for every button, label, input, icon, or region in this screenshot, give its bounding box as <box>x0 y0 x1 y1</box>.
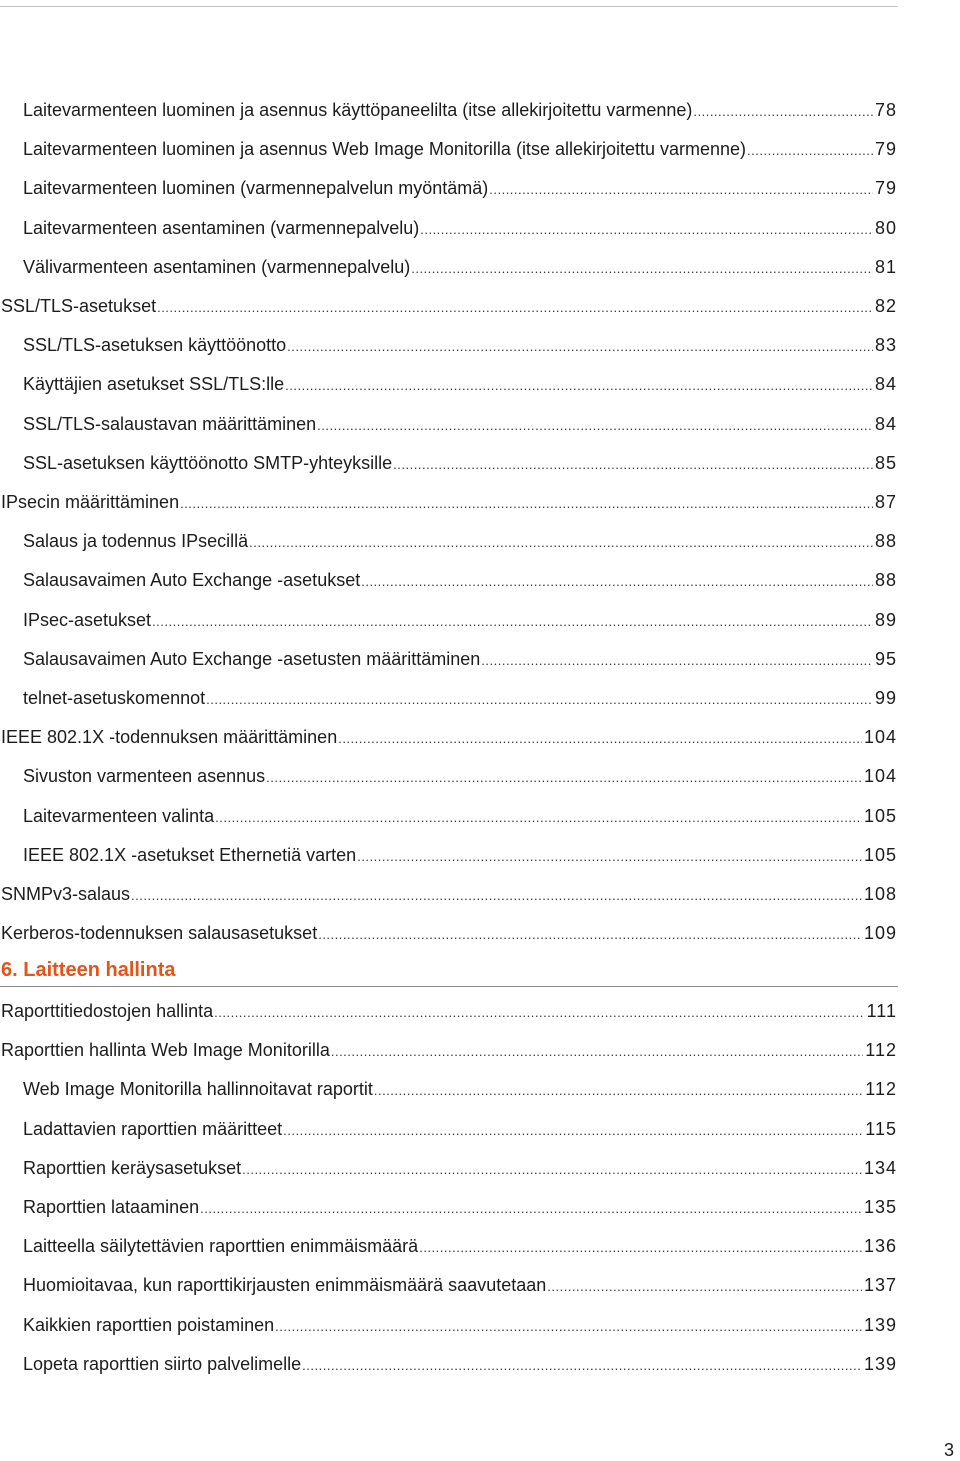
toc-entry-page: 78 <box>874 100 897 120</box>
toc-dot-leader <box>287 334 873 360</box>
toc-entry[interactable] <box>0 567 897 593</box>
toc-entry[interactable] <box>0 998 897 1024</box>
toc-entry[interactable] <box>0 1194 897 1220</box>
toc-dot-leader <box>266 765 862 791</box>
toc-entry[interactable] <box>0 97 897 123</box>
toc-dot-leader <box>338 726 862 752</box>
toc-entry-title: Laitevarmenteen luominen (varmennepalvelun myöntämä) <box>23 178 489 199</box>
toc-entry-title: Raporttien keräysasetukset <box>23 1157 242 1178</box>
toc-dot-leader <box>242 1157 862 1183</box>
chapter-heading[interactable]: 6. Laitteen hallinta <box>1 959 176 981</box>
toc-entry-title: SSL-asetuksen käyttöönotto SMTP-yhteyksille <box>23 452 393 473</box>
toc-entry-title: IEEE 802.1X -asetukset Ethernetiä varten <box>23 844 357 865</box>
toc-entry[interactable] <box>0 1155 897 1181</box>
toc-entry-page: 81 <box>874 256 897 277</box>
top-divider <box>0 6 898 7</box>
toc-entry-title: SSL/TLS-salaustavan määrittäminen <box>23 413 317 434</box>
toc-entry-page: 112 <box>865 1079 897 1100</box>
toc-entry-title: Salausavaimen Auto Exchange -asetukset <box>23 570 361 591</box>
toc-dot-leader <box>200 1196 862 1222</box>
toc-entry-title: Laitevarmenteen luominen ja asennus Web Image Monitorilla (itse allekirjoitettu varmenne) <box>23 139 747 160</box>
toc-entry-title: Sivuston varmenteen asennus <box>23 766 266 787</box>
toc-entry[interactable] <box>0 1351 897 1377</box>
toc-entry-page: 136 <box>863 1236 897 1257</box>
toc-dot-leader <box>131 883 862 909</box>
toc-dot-leader <box>481 648 873 674</box>
page-number: 3 <box>943 1440 954 1460</box>
toc-entry-page: 135 <box>863 1197 897 1217</box>
toc-entry[interactable] <box>0 136 897 162</box>
toc-dot-leader <box>180 491 873 517</box>
toc-entry-page: 105 <box>863 805 897 826</box>
toc-dot-leader <box>419 1235 862 1261</box>
toc-entry-page: 139 <box>863 1314 897 1335</box>
toc-entry[interactable] <box>0 1116 897 1142</box>
toc-entry-page: 104 <box>863 727 897 748</box>
toc-entry[interactable] <box>0 646 897 672</box>
toc-entry-page: 108 <box>863 884 897 904</box>
toc-entry-title: Ladattavien raporttien määritteet <box>23 1118 283 1139</box>
toc-entry-page: 80 <box>874 217 897 238</box>
toc-entry-page: 99 <box>874 688 897 708</box>
toc-entry-page: 112 <box>865 1040 897 1061</box>
toc-entry-title: Raporttien lataaminen <box>23 1197 200 1217</box>
toc-dot-leader <box>361 569 873 595</box>
toc-entry-title: Lopeta raporttien siirto palvelimelle <box>23 1353 302 1374</box>
chapter-divider <box>0 986 898 987</box>
toc-entry-title: Laitevarmenteen asentaminen (varmennepalvelu) <box>23 217 420 238</box>
toc-dot-leader <box>152 609 873 635</box>
toc-entry-page: 95 <box>874 648 897 669</box>
toc-entry-page: 85 <box>874 452 897 473</box>
toc-entry[interactable] <box>0 1076 897 1102</box>
toc-entry-page: 88 <box>874 531 897 552</box>
toc-dot-leader <box>214 1000 864 1026</box>
toc-entry-page: 82 <box>874 296 897 316</box>
toc-entry[interactable] <box>0 920 897 946</box>
toc-entry-title: Raporttien hallinta Web Image Monitorilla <box>1 1040 330 1061</box>
toc-entry[interactable] <box>0 881 897 907</box>
toc-dot-leader <box>157 295 873 321</box>
toc-dot-leader <box>215 805 862 831</box>
toc-entry-title: Kerberos-todennuksen salausasetukset <box>1 923 318 944</box>
toc-dot-leader <box>693 99 873 125</box>
toc-entry[interactable] <box>0 724 897 750</box>
toc-entry-title: Välivarmenteen asentaminen (varmennepalvelu) <box>23 256 411 277</box>
toc-entry[interactable] <box>0 332 897 358</box>
toc-entry-title: SSL/TLS-asetuksen käyttöönotto <box>23 335 287 356</box>
toc-dot-leader <box>206 687 873 713</box>
toc-entry-page: 104 <box>863 766 897 787</box>
toc-entry-title: Raporttitiedostojen hallinta <box>1 1001 214 1021</box>
toc-entry-title: Laitevarmenteen luominen ja asennus käyttöpaneelilta (itse allekirjoitettu varmenne) <box>23 100 693 120</box>
toc-entry[interactable] <box>0 1312 897 1338</box>
toc-entry-title: Web Image Monitorilla hallinnoitavat raportit <box>23 1079 373 1100</box>
toc-dot-leader <box>317 413 873 439</box>
toc-entry-page: 89 <box>874 609 897 630</box>
toc-entry-title: Käyttäjien asetukset SSL/TLS:lle <box>23 374 285 395</box>
toc-entry-title: telnet-asetuskomennot <box>23 688 206 708</box>
toc-dot-leader <box>393 452 873 478</box>
toc-dot-leader <box>249 530 873 556</box>
toc-entry[interactable] <box>0 1037 897 1063</box>
toc-entry-page: 79 <box>874 139 897 160</box>
toc-dot-leader <box>285 373 873 399</box>
toc-entry[interactable] <box>0 803 897 829</box>
toc-entry-title: Salaus ja todennus IPsecillä <box>23 531 249 552</box>
toc-entry[interactable] <box>0 842 897 868</box>
toc-entry[interactable] <box>0 763 897 789</box>
toc-entry[interactable] <box>0 685 897 711</box>
toc-dot-leader <box>302 1353 862 1379</box>
toc-entry-page: 84 <box>874 374 897 395</box>
toc-entry[interactable] <box>0 371 897 397</box>
toc-entry[interactable] <box>0 175 897 201</box>
toc-dot-leader <box>275 1314 862 1340</box>
toc-entry[interactable] <box>0 450 897 476</box>
toc-entry-page: 88 <box>874 570 897 591</box>
toc-entry[interactable] <box>0 254 897 280</box>
toc-entry-title: Laitevarmenteen valinta <box>23 805 215 826</box>
toc-entry[interactable] <box>0 215 897 241</box>
toc-entry[interactable] <box>0 1233 897 1259</box>
toc-entry-page: 109 <box>863 923 897 944</box>
toc-entry-page: 139 <box>863 1353 897 1374</box>
toc-entry-title: Huomioitavaa, kun raporttikirjausten enimmäismäärä saavutetaan <box>23 1275 547 1296</box>
toc-entry-title: Laitteella säilytettävien raporttien enimmäismäärä <box>23 1236 419 1257</box>
toc-entry-title: IEEE 802.1X -todennuksen määrittäminen <box>1 727 338 748</box>
toc-dot-leader <box>357 844 862 870</box>
toc-entry-title: Kaikkien raporttien poistaminen <box>23 1314 275 1335</box>
toc-entry-title: Salausavaimen Auto Exchange -asetusten määrittäminen <box>23 648 481 669</box>
toc-entry-page: 137 <box>863 1275 897 1296</box>
toc-entry-page: 84 <box>874 413 897 434</box>
toc-dot-leader <box>547 1274 862 1300</box>
toc-entry[interactable] <box>0 528 897 554</box>
toc-entry-page: 115 <box>865 1118 897 1139</box>
toc-entry-title: SNMPv3-salaus <box>1 884 131 904</box>
toc-dot-leader <box>747 138 873 164</box>
toc-dot-leader <box>331 1039 863 1065</box>
toc-dot-leader <box>411 256 873 282</box>
toc-entry-page: 134 <box>863 1157 897 1178</box>
toc-entry-page: 111 <box>866 1001 897 1021</box>
toc-entry-page: 105 <box>863 844 897 865</box>
toc-entry-page: 83 <box>874 335 897 356</box>
toc-entry-page: 79 <box>874 178 897 199</box>
toc-entry-title: IPsec-asetukset <box>23 609 152 630</box>
toc-entry[interactable] <box>0 293 897 319</box>
toc-dot-leader <box>420 217 873 243</box>
toc-entry[interactable] <box>0 489 897 515</box>
toc-entry[interactable] <box>0 607 897 633</box>
toc-dot-leader <box>374 1078 863 1104</box>
toc-dot-leader <box>489 177 873 203</box>
toc-dot-leader <box>318 922 862 948</box>
toc-dot-leader <box>283 1118 863 1144</box>
toc-entry[interactable] <box>0 411 897 437</box>
toc-entry-page: 87 <box>874 492 897 512</box>
toc-entry-title: SSL/TLS-asetukset <box>1 296 157 316</box>
toc-entry[interactable] <box>0 1272 897 1298</box>
toc-entry-title: IPsecin määrittäminen <box>1 492 180 512</box>
